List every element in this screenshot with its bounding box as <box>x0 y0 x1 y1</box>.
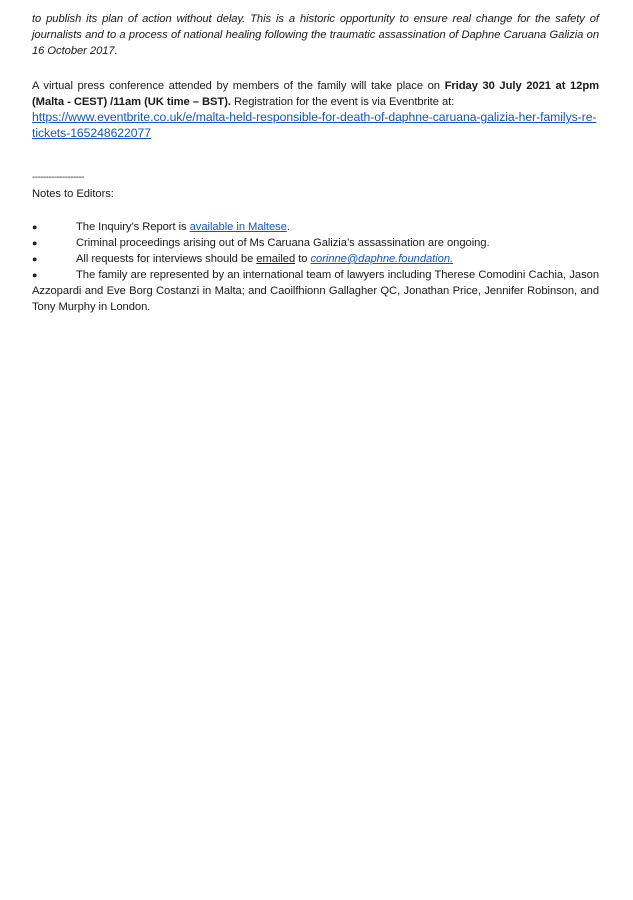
intro-paragraph: to publish its plan of action without delay. This is a historic opportunity to ensure real change for the safety of journalists and to a process of national healing following the traumatic assassination of Daphne Caruana Galizia on 16 October 2017. <box>32 13 599 57</box>
list-item <box>32 219 599 235</box>
notes-list <box>32 219 599 315</box>
contact-email-link[interactable]: corinne@daphne.foundation. <box>310 253 454 265</box>
note-text: Criminal proceedings arising out of Ms Caruana Galizia’s assassination are ongoing. <box>76 237 490 249</box>
eventbrite-link[interactable]: https://www.eventbrite.co.uk/e/malta-held-responsible-for-death-of-daphne-caruana-galizia-her-familys-re-tickets-165248622077 <box>32 110 597 140</box>
bullet-icon: ● <box>32 222 38 232</box>
press-conference-paragraph <box>32 78 599 141</box>
note-text: The family are represented by an international team of lawyers including Therese Comodini Cachia, Jason Azzopardi and Eve Borg Costanzi in Malta; and Caoilfhionn Gallagher QC, Jonathan Price, Jennifer Robinson, and Tony Murphy in London. <box>32 269 599 313</box>
note-text: . <box>286 221 290 233</box>
press-date-bold: Friday 30 July 2021 at 12pm (Malta - CEST) /11am (UK time – BST). <box>32 80 600 108</box>
separator-line: ------------------- <box>32 172 84 183</box>
press-text-after: Registration for the event is via Eventbrite at: <box>230 96 455 108</box>
notes-heading: Notes to Editors: <box>32 188 114 200</box>
bullet-icon: ● <box>32 238 38 248</box>
list-item <box>32 251 599 267</box>
note-text: The Inquiry’s Report is <box>76 221 190 233</box>
note-text: to <box>295 253 311 265</box>
bullet-icon: ● <box>32 254 38 264</box>
note-text: All requests for interviews should be <box>76 253 257 265</box>
bullet-icon: ● <box>32 270 38 280</box>
list-item <box>32 235 599 251</box>
maltese-report-link[interactable]: available in Maltese <box>189 221 287 233</box>
press-text-before: A virtual press conference attended by members of the family will take place on <box>32 80 445 92</box>
list-item <box>32 267 599 315</box>
email-link[interactable]: emailed <box>256 253 296 265</box>
